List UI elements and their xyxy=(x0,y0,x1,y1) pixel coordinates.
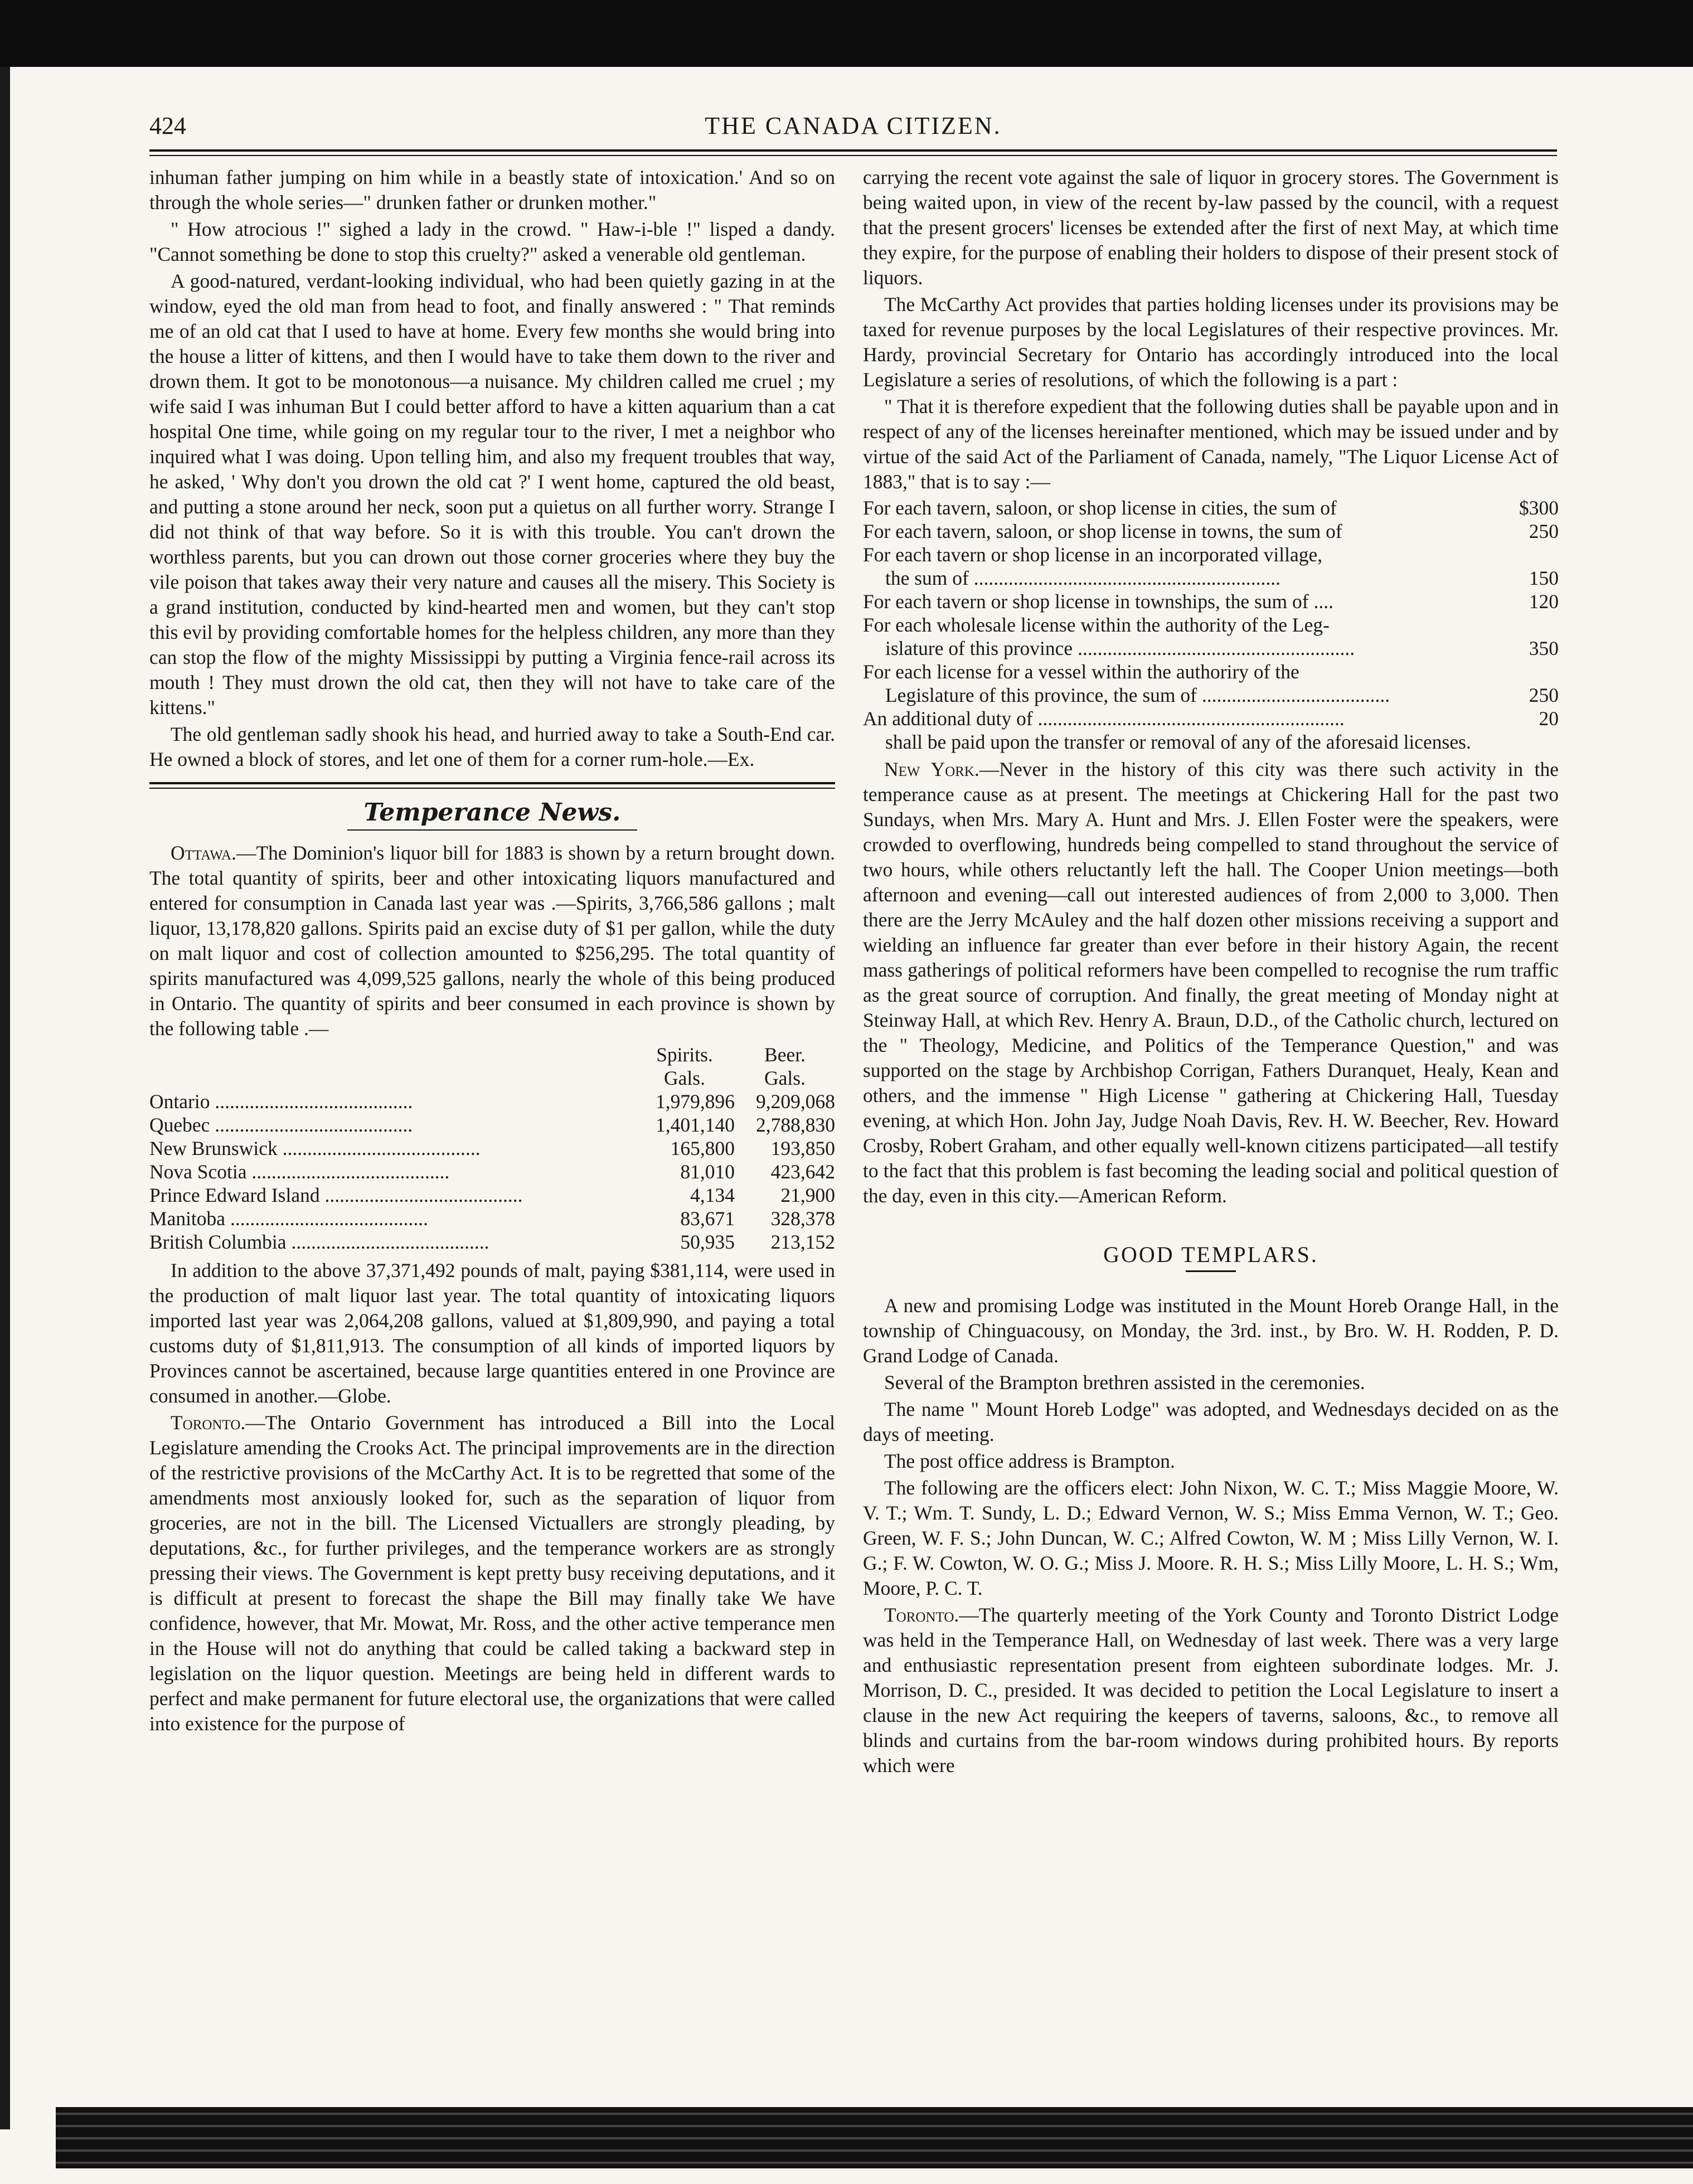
dateline-toronto: Toronto xyxy=(171,1411,241,1434)
liquor-consumption-table xyxy=(149,1043,835,1254)
grocery-paragraph: carrying the recent vote against the sale of liquor in grocery stores. The Government is being waited upon, in view of the recent by-law passed by the council, with a request that the present grocers' licenses be extended after the first of next May, at which time they expire, for the purpose of enabling their holders to dispose of their present stock of liquors. xyxy=(863,166,1559,289)
spirits-value: 1,979,896 xyxy=(656,1090,735,1113)
license-row: An additional duty of .............................................................. 20 xyxy=(863,707,1559,730)
spirits-unit: Gals. xyxy=(664,1067,705,1089)
province-name: Nova Scotia xyxy=(149,1161,247,1183)
spirits-value: 81,010 xyxy=(680,1161,735,1183)
table-header-row xyxy=(149,1043,835,1066)
table-row: Nova Scotia ........................................ 81,010 423,642 xyxy=(149,1161,835,1183)
dateline-toronto-lodge: Toronto xyxy=(884,1604,954,1626)
license-description-cont: the sum of xyxy=(885,567,969,589)
beer-value: 213,152 xyxy=(770,1231,835,1253)
license-row xyxy=(863,520,1559,543)
license-row-continued: islature of this province ........................................................ 350 xyxy=(885,637,1559,659)
templars-paragraph: Several of the Brampton brethren assisted in the ceremonies. xyxy=(884,1371,1365,1394)
mccarthy-paragraph: The McCarthy Act provides that parties holding licenses under its provisions may be taxed for revenue purposes by the local Legislatures of their respective provinces. Mr. Hardy, provincial Secretary for Ontario has accordingly introduced into the local Legislature a series of resolutions, of which the following is a part : xyxy=(863,293,1559,391)
scan-top-border xyxy=(0,0,1693,67)
scan-bottom-border xyxy=(56,2107,1693,2168)
license-duties-table xyxy=(863,496,1559,754)
imports-paragraph: In addition to the above 37,371,492 pounds of malt, paying $381,114, were used in the production of malt liquor last year. The total quantity of intoxicating liquors imported last year was 2,064,208 gallons, valued at $1,809,990, and paying a total customs duty of $1,811,913. The consumption of all kinds of imported liquors by Provinces cannot be ascertained, because large quantities entered in one Province are consumed in another.—Globe. xyxy=(149,1259,835,1407)
license-row: For each tavern or shop license in townships, the sum of .... 120 xyxy=(863,590,1559,613)
beer-unit: Gals. xyxy=(764,1067,806,1089)
toronto-lodge-text: .—The quarterly meeting of the York County and Toronto District Lodge was held in the Temperance Hall, on Wednesday of last week. There was a very large and enthusiastic representation present from eighteen subordinate lodges. Mr. J. Morrison, D. C., presided. It was decided to petition the Local Legislature to insert a clause in the new Act requiring the keepers of taverns, saloons, &c., to remove all blinds and curtains from the bar-room windows during prohibited hours. By reports which were xyxy=(863,1604,1559,1777)
scan-left-edge xyxy=(0,67,10,2129)
license-description-cont: islature of this province xyxy=(885,637,1073,659)
templars-rule xyxy=(1186,1270,1236,1272)
license-description: For each wholesale license within the authority of the Leg- xyxy=(863,614,1330,636)
license-description: For each tavern or shop license in an incorporated village, xyxy=(863,543,1323,566)
spirits-value: 165,800 xyxy=(670,1137,735,1159)
toronto-text: .—The Ontario Government has introduced a Bill into the Local Legislature amending the Crooks Act. The principal improvements are in the direction of the restrictive provisions of the McCarthy Act. It is to be regretted that some of the amendments most anxiously looked for, such as the separation of liquor from groceries, are not in the bill. The Licensed Victuallers are strongly pleading, by deputations, &c., for further privileges, and the temperance workers are as strongly pressing their views. The Government is kept pretty busy receiving deputations, and it is difficult at present to forecast the shape the Bill may finally take We have confidence, however, that Mr. Mowat, Mr. Ross, and the other active temperance men in the House will not do anything that could be called taking a backward step in legislation on the liquor question. Meetings are being held in different wards to perfect and make permanent for future electoral use, the organizations that were called into existence for the purpose of xyxy=(149,1411,835,1735)
province-name: Quebec xyxy=(149,1114,210,1136)
province-name: Manitoba xyxy=(149,1207,226,1230)
province-name: Ontario xyxy=(149,1090,210,1113)
license-description: For each tavern or shop license in townships, the sum of xyxy=(863,590,1309,613)
license-amount: 150 xyxy=(1529,567,1559,589)
license-amount: $300 xyxy=(1519,497,1559,519)
license-amount: 250 xyxy=(1529,684,1559,706)
table-row: British Columbia ........................................ 50,935 213,152 xyxy=(149,1231,835,1253)
officers-paragraph: The following are the officers elect: John Nixon, W. C. T.; Miss Maggie Moore, W. V. T.; Wm. T. Sundy, L. D.; Edward Vernon, W. S.; Miss Emma Vernon, W. T.; Geo. Green, W. F. S.; John Duncan, W. C.; Alfred Cowton, W. M ; Miss Lilly Vernon, W. I. G.; F. W. Cowton, W. O. G.; Miss J. Moore. R. H. S.; Miss Lilly Moore, L. H. S.; Wm, Moore, P. C. T. xyxy=(863,1477,1559,1599)
story-paragraph: A good-natured, verdant-looking individual, who had been quietly gazing in at the window, eyed the old man from head to foot, and finally answered : " That reminds me of an old cat that I used to have at home. Every few months she would bring into the house a litter of kittens, and then I would have to take them down to the river and drown them. It got to be monotonous—a nuisance. My children called me cruel ; my wife said I was inhuman But I could better afford to have a kitten aquarium than a cat hospital One time, while going on my regular tour to the river, I met a neighbor who inquired what I was doing. Upon telling him, and also my frequent troubles that way, he asked, ' Why don't you drown the old cat ?' I went home, captured the old beast, and putting a stone around her neck, soon put a quietus on all further worry. Strange I did not think of that way before. So it is with this trouble. You can't drown the worthless parents, but you can drown out those corner groceries where they buy the vile poison that takes away their very nature and causes all the misery. This Society is a grand institution, conducted by kind-hearted men and women, but they can't stop this evil by providing comfortable homes for the helpless children, any more than they can stop the flow of the mighty Mississippi by putting a Virginia fence-rail across its mouth ! They must drown the old cat, then they will not have to take care of the kittens." xyxy=(149,270,835,719)
templars-paragraph: The post office address is Brampton. xyxy=(884,1450,1175,1472)
left-column xyxy=(149,165,835,1738)
story-paragraph: " How atrocious !" sighed a lady in the crowd. " Haw-i-ble !" lisped a dandy. "Cannot something be done to stop this cruelty?" asked a venerable old gentleman. xyxy=(149,218,835,265)
spirits-value: 4,134 xyxy=(690,1184,735,1206)
templars-paragraph: The name " Mount Horeb Lodge" was adopted, and Wednesdays decided on as the days of meeting. xyxy=(863,1398,1559,1445)
story-paragraph: inhuman father jumping on him while in a beastly state of intoxication.' And so on through the whole series—" drunken father or drunken mother." xyxy=(149,166,835,213)
province-name: Prince Edward Island xyxy=(149,1184,320,1206)
license-description: An additional duty of xyxy=(863,707,1033,730)
license-amount: 20 xyxy=(1539,707,1559,730)
toronto-lodge-paragraph xyxy=(863,1603,1559,1778)
license-description: For each tavern, saloon, or shop license in towns, the sum of xyxy=(863,520,1342,542)
beer-value: 328,378 xyxy=(770,1207,835,1230)
templars-paragraph: A new and promising Lodge was instituted in the Mount Horeb Orange Hall, in the township of Chinguacousy, on Monday, the 3rd. inst., by Bro. W. H. Rodden, P. D. Grand Lodge of Canada. xyxy=(863,1294,1559,1367)
table-row: Quebec ........................................ 1,401,140 2,788,830 xyxy=(149,1114,835,1136)
spirits-header: Spirits. xyxy=(656,1044,713,1066)
header-rule-top xyxy=(149,149,1557,152)
table-subheader-row xyxy=(149,1066,835,1090)
license-description: For each license for a vessel within the authoriry of the xyxy=(863,661,1299,683)
license-amount: 250 xyxy=(1529,520,1559,542)
beer-value: 21,900 xyxy=(780,1184,835,1206)
templars-heading: GOOD TEMPLARS. xyxy=(1103,1242,1318,1267)
ottawa-text: .—The Dominion's liquor bill for 1883 is shown by a return brought down. The total quantity of spirits, beer and other intoxicating liquors manufactured and entered for consumption in Canada last year was .—Spirits, 3,766,586 gallons ; malt liquor, 13,178,820 gallons. Spirits paid an excise duty of $1 per gallon, while the duty on malt liquor and cost of collection amounted to $256,295. The total quantity of spirits manufactured was 4,099,525 gallons, nearly the whole of this being produced in Ontario. The quantity of spirits and beer consumed in each province is shown by the following table .— xyxy=(149,842,835,1040)
beer-header: Beer. xyxy=(764,1044,806,1066)
license-row-continued: Legislature of this province, the sum of ...................................... 250 xyxy=(885,684,1559,706)
license-row-continued: the sum of .............................................................. 150 xyxy=(885,567,1559,589)
right-column xyxy=(863,165,1559,1780)
license-description: For each tavern, saloon, or shop license in cities, the sum of xyxy=(863,497,1337,519)
license-row xyxy=(863,613,1559,637)
page-number: 424 xyxy=(149,112,186,139)
license-row xyxy=(863,496,1559,520)
beer-value: 423,642 xyxy=(770,1161,835,1183)
beer-value: 193,850 xyxy=(770,1137,835,1159)
header-rule-bottom xyxy=(149,155,1557,156)
section-title: Temperance News. xyxy=(363,798,621,827)
section-title-rule xyxy=(347,829,637,831)
beer-value: 9,209,068 xyxy=(756,1090,835,1113)
dateline-ottawa: Ottawa xyxy=(171,842,232,864)
newyork-paragraph xyxy=(863,757,1559,1209)
spirits-value: 83,671 xyxy=(680,1207,735,1230)
license-amount: 350 xyxy=(1529,637,1559,659)
page-header xyxy=(149,111,1557,145)
license-tail: shall be paid upon the transfer or removal of any of the aforesaid licenses. xyxy=(885,731,1471,753)
story-paragraph: The old gentleman sadly shook his head, and hurried away to take a South-End car. He owned a block of stores, and let one of them for a corner rum-hole.—Ex. xyxy=(149,723,835,770)
spirits-value: 1,401,140 xyxy=(656,1114,735,1136)
section-rule-thin xyxy=(149,788,835,789)
newyork-text: .—Never in the history of this city was there such activity in the temperance cause as at present. The meetings at Chickering Hall for the past two Sundays, when Mrs. Mary A. Hunt and Mrs. J. Ellen Foster were the speakers, were crowded to overflowing, hundreds being compelled to stand throughout the service of two hours, while others reluctantly left the hall. The Cooper Union meetings—both afternoon and evening—call out interested audiences of from 2,000 to 3,000. Then there are the Jerry McAuley and the half dozen other missions receiving a support and wielding an influence far greater than ever before in their history Again, the recent mass gatherings of political reformers have been compelled to recognise the rum traffic as the great source of corruption. And finally, the great meeting of Monday night at Steinway Hall, at which Rev. Henry A. Braun, D.D., of the Catholic church, lectured on the " Theology, Medicine, and Politics of the Temperance Question," and was supported on the stage by Archbishop Corrigan, Fathers Duranquet, Healy, Kean and others, and the immense " High License " gathering at Chickering Hall, Tuesday evening, at which Hon. John Jay, Judge Noah Davis, Rev. H. W. Beecher, Rev. Howard Crosby, Robert Graham, and other equally well-known citizens participated—all testify to the fact that this problem is fast becoming the leading social and political question of the day, even in this city.—American Reform. xyxy=(863,758,1559,1207)
table-row: New Brunswick ........................................ 165,800 193,850 xyxy=(149,1137,835,1159)
ottawa-paragraph xyxy=(149,841,835,1041)
resolution-paragraph: " That it is therefore expedient that the following duties shall be payable upon and in respect of any of the licenses hereinafter mentioned, which may be issued under and by virtue of the said Act of the Parliament of Canada, namely, "The Liquor License Act of 1883," that is to say :— xyxy=(863,395,1559,493)
license-amount: 120 xyxy=(1529,590,1559,613)
spirits-value: 50,935 xyxy=(680,1231,735,1253)
dateline-newyork: New York xyxy=(884,758,974,780)
table-row: Prince Edward Island ........................................ 4,134 21,900 xyxy=(149,1184,835,1206)
license-row xyxy=(863,660,1559,683)
license-tail-row xyxy=(863,730,1559,754)
province-name: British Columbia xyxy=(149,1231,287,1253)
toronto-paragraph xyxy=(149,1410,835,1736)
beer-value: 2,788,830 xyxy=(756,1114,835,1136)
table-row: Manitoba ........................................ 83,671 328,378 xyxy=(149,1207,835,1230)
province-name: New Brunswick xyxy=(149,1137,278,1159)
table-row: Ontario ........................................ 1,979,896 9,209,068 xyxy=(149,1090,835,1113)
license-description-cont: Legislature of this province, the sum of xyxy=(885,684,1197,706)
running-title: THE CANADA CITIZEN. xyxy=(705,112,1002,139)
section-rule xyxy=(149,782,835,784)
license-row xyxy=(863,543,1559,566)
